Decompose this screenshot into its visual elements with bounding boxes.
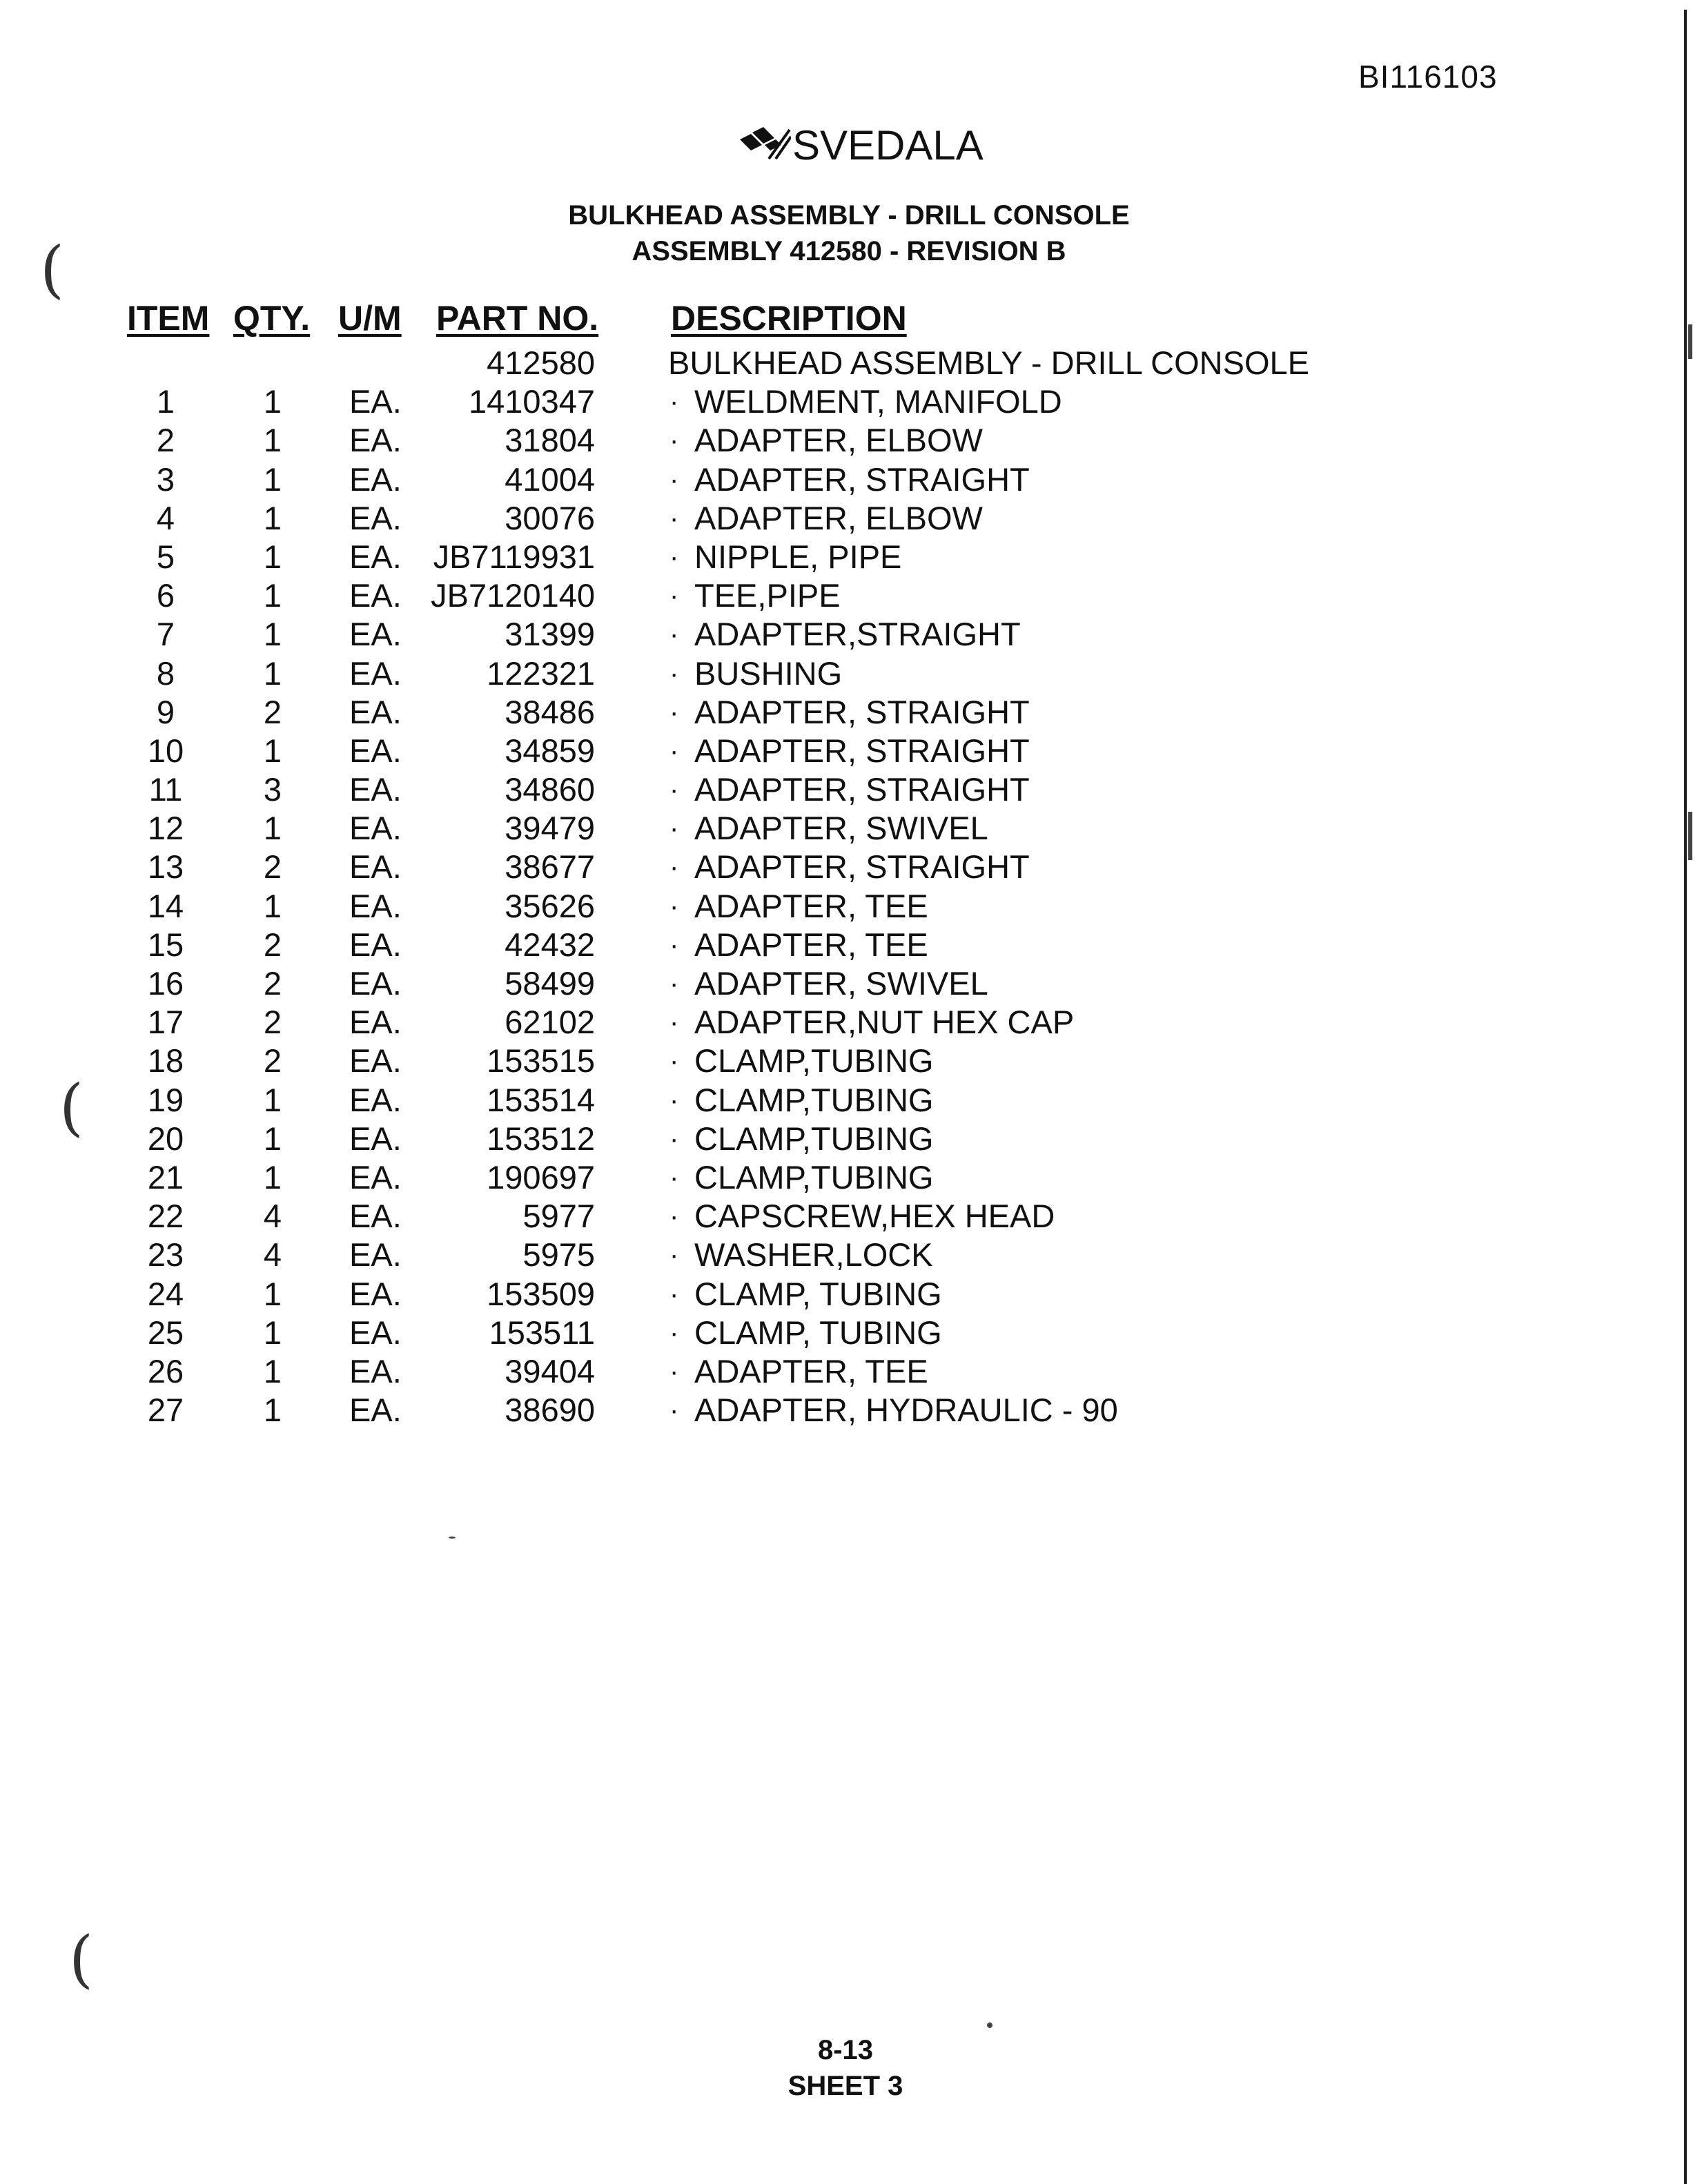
- item-quantity: 1: [263, 810, 282, 847]
- document-title: BULKHEAD ASSEMBLY - DRILL CONSOLE: [568, 200, 1130, 231]
- item-description: ADAPTER, TEE: [694, 926, 928, 963]
- scan-speck: [1688, 324, 1692, 359]
- item-unit-of-measure: EA.: [349, 965, 402, 1002]
- item-description: ADAPTER, ELBOW: [694, 422, 983, 459]
- item-number: 21: [147, 1158, 184, 1196]
- item-number: 16: [147, 965, 184, 1002]
- indent-bullet: ·: [669, 696, 679, 728]
- indent-bullet: ·: [669, 1046, 679, 1077]
- item-part-number: 34860: [505, 771, 595, 808]
- table-row: [0, 1352, 1702, 1391]
- logo-text: SVEDALA: [792, 121, 984, 168]
- item-quantity: 2: [263, 848, 282, 886]
- table-row: [0, 1003, 1702, 1042]
- assembly-part-no: 412580: [487, 344, 595, 381]
- item-number: 3: [156, 460, 175, 498]
- item-unit-of-measure: EA.: [349, 693, 402, 730]
- indent-bullet: ·: [669, 1201, 679, 1232]
- item-part-number: 58499: [505, 965, 595, 1002]
- item-description: BUSHING: [694, 654, 843, 692]
- item-number: 7: [156, 616, 175, 653]
- item-quantity: 1: [263, 1352, 282, 1390]
- item-number: 10: [147, 732, 184, 769]
- indent-bullet: ·: [669, 1395, 679, 1426]
- item-description: CLAMP, TUBING: [694, 1275, 942, 1312]
- hole-punch-mark: (: [69, 1923, 94, 1996]
- table-row: [0, 576, 1702, 615]
- item-unit-of-measure: EA.: [349, 383, 402, 420]
- table-row: [0, 499, 1702, 538]
- item-description: ADAPTER, STRAIGHT: [694, 732, 1030, 769]
- item-description: ADAPTER, ELBOW: [694, 499, 983, 536]
- table-row: [0, 460, 1702, 499]
- indent-bullet: ·: [669, 387, 679, 418]
- item-number: 1: [156, 383, 175, 420]
- item-part-number: 30076: [505, 499, 595, 536]
- item-part-number: 38677: [505, 848, 595, 886]
- scan-speck: [449, 1537, 456, 1539]
- parts-table: [0, 344, 1702, 1430]
- indent-bullet: ·: [669, 658, 679, 689]
- item-number: 5: [156, 538, 175, 575]
- item-description: ADAPTER, STRAIGHT: [694, 693, 1030, 730]
- item-number: 12: [147, 810, 184, 847]
- column-header-um: U/M: [338, 299, 402, 338]
- item-part-number: 153509: [487, 1275, 595, 1312]
- item-part-number: 42432: [505, 926, 595, 963]
- indent-bullet: ·: [669, 1240, 679, 1271]
- item-number: 24: [147, 1275, 184, 1312]
- item-quantity: 1: [263, 1275, 282, 1312]
- item-description: ADAPTER, HYDRAULIC - 90: [694, 1392, 1118, 1429]
- item-unit-of-measure: EA.: [349, 538, 402, 575]
- item-unit-of-measure: EA.: [349, 460, 402, 498]
- indent-bullet: ·: [669, 1317, 679, 1348]
- item-unit-of-measure: EA.: [349, 1275, 402, 1312]
- item-unit-of-measure: EA.: [349, 1120, 402, 1157]
- item-number: 13: [147, 848, 184, 886]
- item-description: WASHER,LOCK: [694, 1236, 933, 1274]
- indent-bullet: ·: [669, 1278, 679, 1309]
- item-part-number: 38486: [505, 693, 595, 730]
- item-number: 20: [147, 1120, 184, 1157]
- assembly-description: BULKHEAD ASSEMBLY - DRILL CONSOLE: [668, 344, 1310, 381]
- item-unit-of-measure: EA.: [349, 771, 402, 808]
- item-unit-of-measure: EA.: [349, 848, 402, 886]
- table-row: [0, 1197, 1702, 1236]
- item-unit-of-measure: EA.: [349, 654, 402, 692]
- table-row: [0, 1081, 1702, 1120]
- item-quantity: 1: [263, 616, 282, 653]
- item-number: 27: [147, 1392, 184, 1429]
- item-number: 25: [147, 1314, 184, 1351]
- item-unit-of-measure: EA.: [349, 1158, 402, 1196]
- document-subtitle: ASSEMBLY 412580 - REVISION B: [632, 236, 1066, 266]
- item-description: ADAPTER, SWIVEL: [694, 965, 988, 1002]
- item-part-number: 35626: [505, 887, 595, 924]
- item-unit-of-measure: EA.: [349, 1352, 402, 1390]
- item-part-number: 41004: [505, 460, 595, 498]
- item-number: 11: [148, 771, 183, 808]
- item-quantity: 4: [263, 1198, 282, 1235]
- item-number: 26: [147, 1352, 184, 1390]
- item-description: NIPPLE, PIPE: [694, 538, 902, 575]
- indent-bullet: ·: [669, 581, 679, 612]
- table-row: [0, 538, 1702, 576]
- item-quantity: 1: [263, 1081, 282, 1118]
- table-row: [0, 926, 1702, 964]
- item-quantity: 2: [263, 1004, 282, 1041]
- item-unit-of-measure: EA.: [349, 1004, 402, 1041]
- table-row: [0, 1042, 1702, 1080]
- sheet-number: SHEET 3: [788, 2071, 903, 2101]
- item-part-number: 31399: [505, 616, 595, 653]
- table-row: [0, 1120, 1702, 1158]
- item-description: CLAMP, TUBING: [694, 1314, 942, 1351]
- item-part-number: 190697: [487, 1158, 595, 1196]
- item-part-number: 31804: [505, 422, 595, 459]
- item-part-number: 39479: [505, 810, 595, 847]
- item-quantity: 1: [263, 538, 282, 575]
- page-number: 8-13: [817, 2035, 874, 2065]
- item-quantity: 1: [263, 1392, 282, 1429]
- item-description: ADAPTER, STRAIGHT: [694, 771, 1030, 808]
- item-unit-of-measure: EA.: [349, 616, 402, 653]
- table-row: [0, 887, 1702, 926]
- indent-bullet: ·: [669, 813, 679, 844]
- table-row: [0, 654, 1702, 693]
- table-row: [0, 693, 1702, 732]
- indent-bullet: ·: [669, 503, 679, 534]
- item-part-number: 1410347: [469, 383, 595, 420]
- item-part-number: 38690: [505, 1392, 595, 1429]
- item-unit-of-measure: EA.: [349, 810, 402, 847]
- item-description: ADAPTER, SWIVEL: [694, 810, 988, 847]
- table-row: [0, 382, 1702, 421]
- item-part-number: JB7119931: [433, 538, 595, 575]
- item-description: CLAMP,TUBING: [694, 1120, 934, 1157]
- item-part-number: 5977: [522, 1198, 595, 1235]
- item-description: ADAPTER, TEE: [694, 1352, 928, 1390]
- item-number: 14: [147, 887, 184, 924]
- item-unit-of-measure: EA.: [349, 1198, 402, 1235]
- item-part-number: 122321: [487, 654, 595, 692]
- item-unit-of-measure: EA.: [349, 1081, 402, 1118]
- item-description: ADAPTER, TEE: [694, 887, 928, 924]
- scan-speck: [987, 2022, 992, 2028]
- scan-speck: [1688, 812, 1692, 860]
- indent-bullet: ·: [669, 890, 679, 922]
- table-row: [0, 770, 1702, 809]
- table-row: [0, 809, 1702, 848]
- item-description: WELDMENT, MANIFOLD: [694, 383, 1062, 420]
- item-unit-of-measure: EA.: [349, 422, 402, 459]
- item-number: 15: [147, 926, 184, 963]
- item-description: CAPSCREW,HEX HEAD: [694, 1198, 1055, 1235]
- indent-bullet: ·: [669, 735, 679, 766]
- item-quantity: 1: [263, 1120, 282, 1157]
- item-quantity: 3: [263, 771, 282, 808]
- table-row: [0, 964, 1702, 1003]
- item-part-number: 153514: [487, 1081, 595, 1118]
- item-quantity: 1: [263, 460, 282, 498]
- item-description: ADAPTER,NUT HEX CAP: [694, 1004, 1075, 1041]
- item-description: TEE,PIPE: [694, 577, 841, 614]
- item-number: 22: [147, 1198, 184, 1235]
- item-description: CLAMP,TUBING: [694, 1042, 934, 1080]
- item-quantity: 1: [263, 577, 282, 614]
- table-row: [0, 1236, 1702, 1274]
- item-part-number: 153511: [489, 1314, 595, 1351]
- item-part-number: 62102: [505, 1004, 595, 1041]
- item-number: 17: [147, 1004, 184, 1041]
- item-unit-of-measure: EA.: [349, 1042, 402, 1080]
- item-unit-of-measure: EA.: [349, 1392, 402, 1429]
- item-part-number: 5975: [522, 1236, 595, 1274]
- item-quantity: 1: [263, 887, 282, 924]
- table-row: [0, 1391, 1702, 1430]
- item-unit-of-measure: EA.: [349, 732, 402, 769]
- item-number: 2: [156, 422, 175, 459]
- item-quantity: 1: [263, 654, 282, 692]
- item-description: CLAMP,TUBING: [694, 1158, 934, 1196]
- indent-bullet: ·: [669, 619, 679, 650]
- column-header-description: DESCRIPTION: [671, 299, 907, 338]
- table-row: [0, 1275, 1702, 1314]
- indent-bullet: ·: [669, 852, 679, 883]
- item-quantity: 2: [263, 693, 282, 730]
- document-id: BI116103: [1358, 59, 1498, 95]
- indent-bullet: ·: [669, 1162, 679, 1193]
- indent-bullet: ·: [669, 464, 679, 495]
- item-quantity: 2: [263, 926, 282, 963]
- item-description: CLAMP,TUBING: [694, 1081, 934, 1118]
- item-number: 4: [156, 499, 175, 536]
- item-unit-of-measure: EA.: [349, 577, 402, 614]
- item-unit-of-measure: EA.: [349, 1314, 402, 1351]
- table-row: [0, 421, 1702, 460]
- item-number: 19: [147, 1081, 184, 1118]
- table-row: [0, 1314, 1702, 1352]
- item-number: 18: [147, 1042, 184, 1080]
- item-quantity: 2: [263, 1042, 282, 1080]
- item-number: 6: [156, 577, 175, 614]
- page-edge-line: [1684, 10, 1687, 2184]
- item-part-number: JB7120140: [431, 577, 595, 614]
- item-part-number: 153515: [487, 1042, 595, 1080]
- table-row: [0, 848, 1702, 886]
- company-logo: [738, 117, 987, 173]
- svedala-logo-icon: [738, 124, 791, 166]
- indent-bullet: ·: [669, 774, 679, 806]
- indent-bullet: ·: [669, 541, 679, 572]
- item-unit-of-measure: EA.: [349, 1236, 402, 1274]
- indent-bullet: ·: [669, 1123, 679, 1154]
- item-part-number: 39404: [505, 1352, 595, 1390]
- item-description: ADAPTER, STRAIGHT: [694, 460, 1030, 498]
- item-part-number: 153512: [487, 1120, 595, 1157]
- item-quantity: 4: [263, 1236, 282, 1274]
- item-quantity: 1: [263, 422, 282, 459]
- indent-bullet: ·: [669, 1356, 679, 1387]
- assembly-row: [0, 344, 1702, 382]
- table-row: [0, 615, 1702, 654]
- table-row: [0, 1158, 1702, 1197]
- item-quantity: 1: [263, 499, 282, 536]
- item-quantity: 1: [263, 383, 282, 420]
- item-unit-of-measure: EA.: [349, 887, 402, 924]
- hole-punch-mark: (: [59, 1071, 84, 1144]
- indent-bullet: ·: [669, 1007, 679, 1038]
- item-number: 8: [156, 654, 175, 692]
- item-description: ADAPTER, STRAIGHT: [694, 848, 1030, 886]
- column-header-qty: QTY.: [233, 299, 311, 338]
- indent-bullet: ·: [669, 1084, 679, 1115]
- item-number: 9: [156, 693, 175, 730]
- item-quantity: 1: [263, 732, 282, 769]
- table-row: [0, 732, 1702, 770]
- item-number: 23: [147, 1236, 184, 1274]
- indent-bullet: ·: [669, 968, 679, 999]
- item-unit-of-measure: EA.: [349, 926, 402, 963]
- column-header-part-no: PART NO.: [436, 299, 599, 338]
- item-unit-of-measure: EA.: [349, 499, 402, 536]
- item-quantity: 1: [263, 1314, 282, 1351]
- item-description: ADAPTER,STRAIGHT: [694, 616, 1021, 653]
- indent-bullet: ·: [669, 929, 679, 960]
- item-quantity: 2: [263, 965, 282, 1002]
- item-part-number: 34859: [505, 732, 595, 769]
- column-header-item: ITEM: [127, 299, 210, 338]
- indent-bullet: ·: [669, 425, 679, 456]
- hole-punch-mark: (: [40, 233, 65, 306]
- item-quantity: 1: [263, 1158, 282, 1196]
